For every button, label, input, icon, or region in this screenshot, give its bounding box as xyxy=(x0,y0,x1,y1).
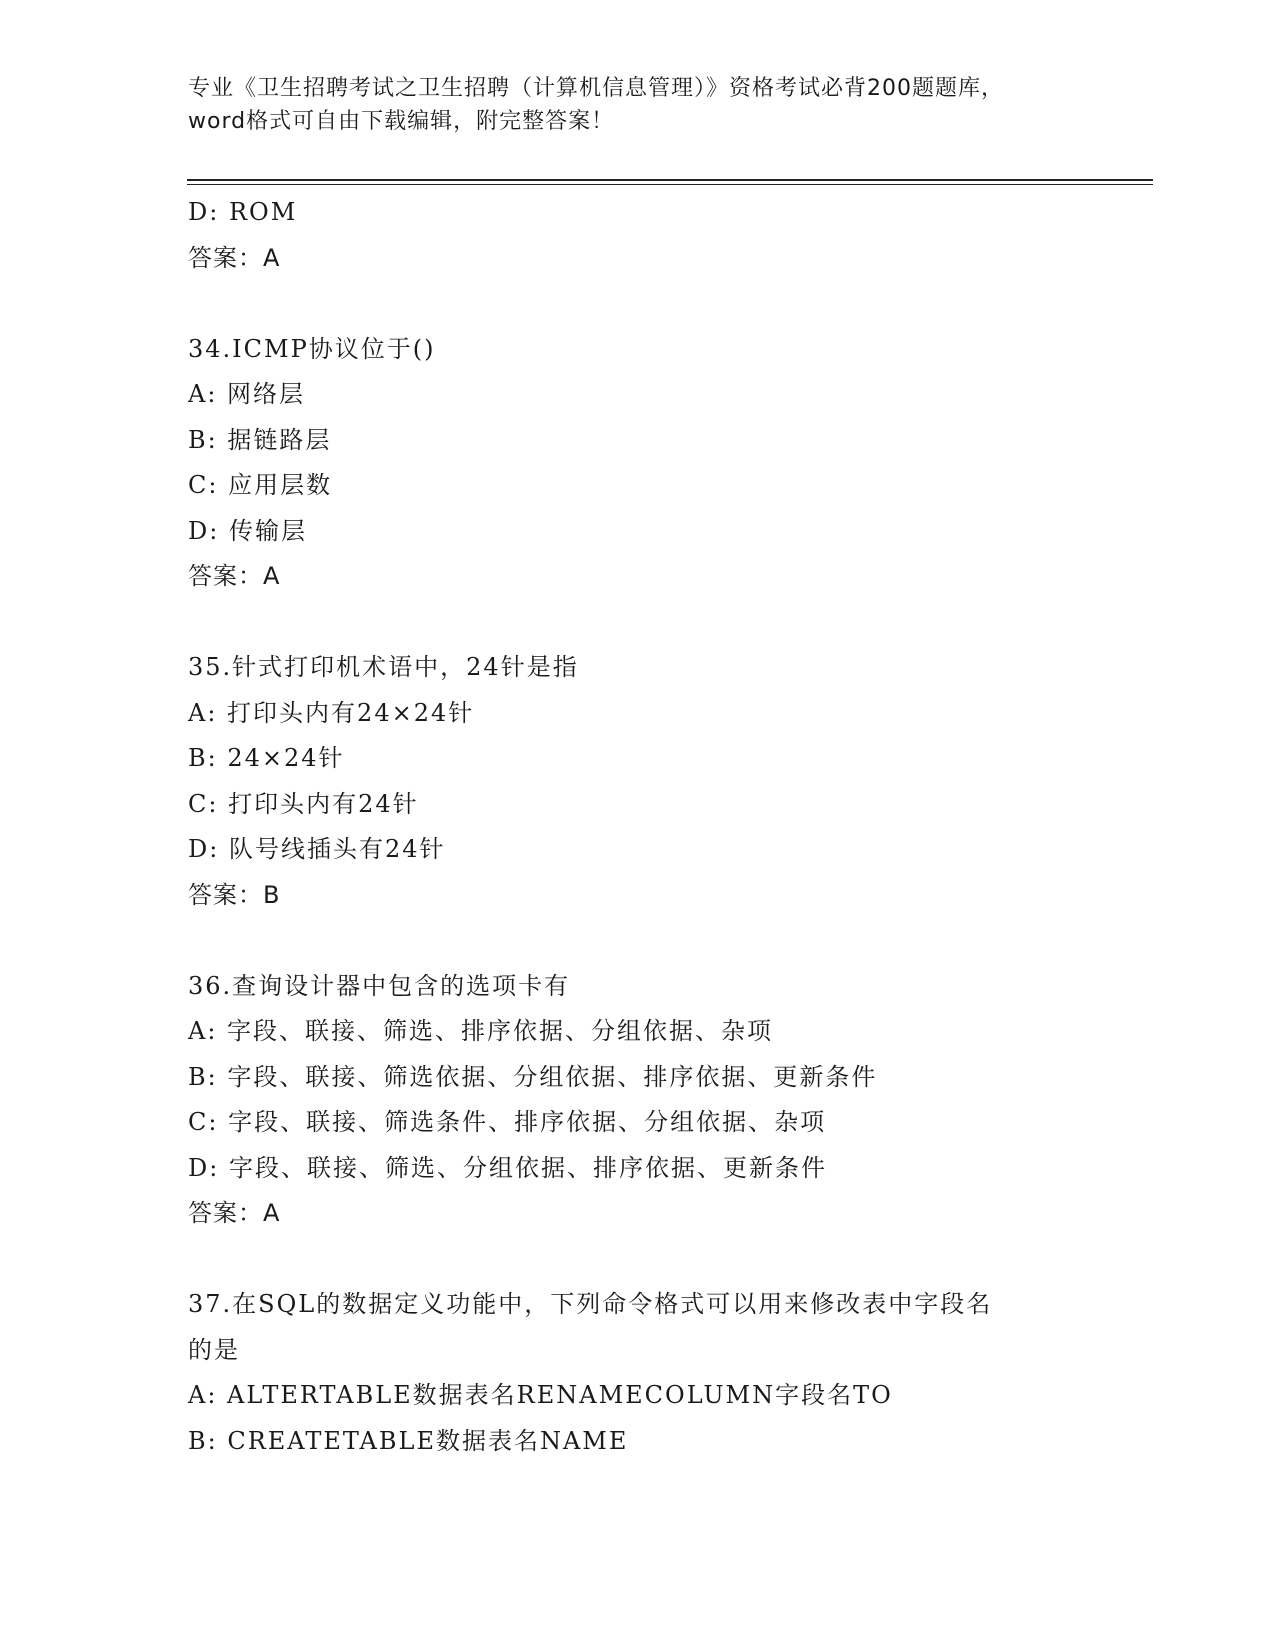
option-a: A: 字段、联接、筛选、排序依据、分组依据、杂项 xyxy=(188,1017,774,1045)
option-a: A: 网络层 xyxy=(188,380,306,408)
spacer xyxy=(188,918,1088,964)
option-b: B: CREATETABLE数据表名NAME xyxy=(188,1426,629,1455)
option-a: A: ALTERTABLE数据表名RENAMECOLUMN字段名TO xyxy=(188,1381,893,1409)
spacer xyxy=(188,1237,1088,1283)
option-d: D: 字段、联接、筛选、分组依据、排序依据、更新条件 xyxy=(188,1153,827,1182)
question-stem: 35.针式打印机术语中，24针是指 xyxy=(188,653,579,681)
spacer xyxy=(188,281,1088,327)
document-header xyxy=(188,72,1088,138)
option-a: A: 打印头内有24×24针 xyxy=(188,698,475,727)
option-c: C: 打印头内有24针 xyxy=(188,789,419,818)
question-stem-line-1: 37.在SQL的数据定义功能中，下列命令格式可以用来修改表中字段名 xyxy=(188,1290,993,1318)
header-line-1: 专业《卫生招聘考试之卫生招聘（计算机信息管理）》资格考试必背200题题库， xyxy=(188,76,1004,101)
option-b: B: 字段、联接、筛选依据、分组依据、排序依据、更新条件 xyxy=(188,1062,878,1091)
option-c: C: 字段、联接、筛选条件、排序依据、分组依据、杂项 xyxy=(188,1108,827,1136)
question-stem-line-2: 的是 xyxy=(188,1335,240,1364)
answer-line: 答案：A xyxy=(188,1199,281,1227)
question-34 xyxy=(188,327,1088,600)
option-d: D: 传输层 xyxy=(188,516,307,545)
question-37 xyxy=(188,1282,1088,1464)
question-list xyxy=(188,190,1088,1464)
header-divider-thick xyxy=(187,179,1153,181)
question-35 xyxy=(188,645,1088,918)
option-b: B: 24×24针 xyxy=(188,744,345,772)
spacer xyxy=(188,600,1088,646)
question-stem: 36.查询设计器中包含的选项卡有 xyxy=(188,971,571,1000)
header-line-2: word格式可自由下载编辑，附完整答案！ xyxy=(188,109,615,134)
previous-question-tail xyxy=(188,190,1088,281)
option-d: D: ROM xyxy=(188,198,298,226)
answer-line: 答案：B xyxy=(188,880,281,909)
question-36 xyxy=(188,964,1088,1237)
answer-line: 答案：A xyxy=(188,243,281,272)
question-stem: 34.ICMP协议位于() xyxy=(188,334,436,363)
header-divider-thin xyxy=(187,184,1153,185)
answer-line: 答案：A xyxy=(188,562,281,590)
option-d: D: 队号线插头有24针 xyxy=(188,835,446,863)
option-c: C: 应用层数 xyxy=(188,471,333,499)
option-b: B: 据链路层 xyxy=(188,425,332,454)
